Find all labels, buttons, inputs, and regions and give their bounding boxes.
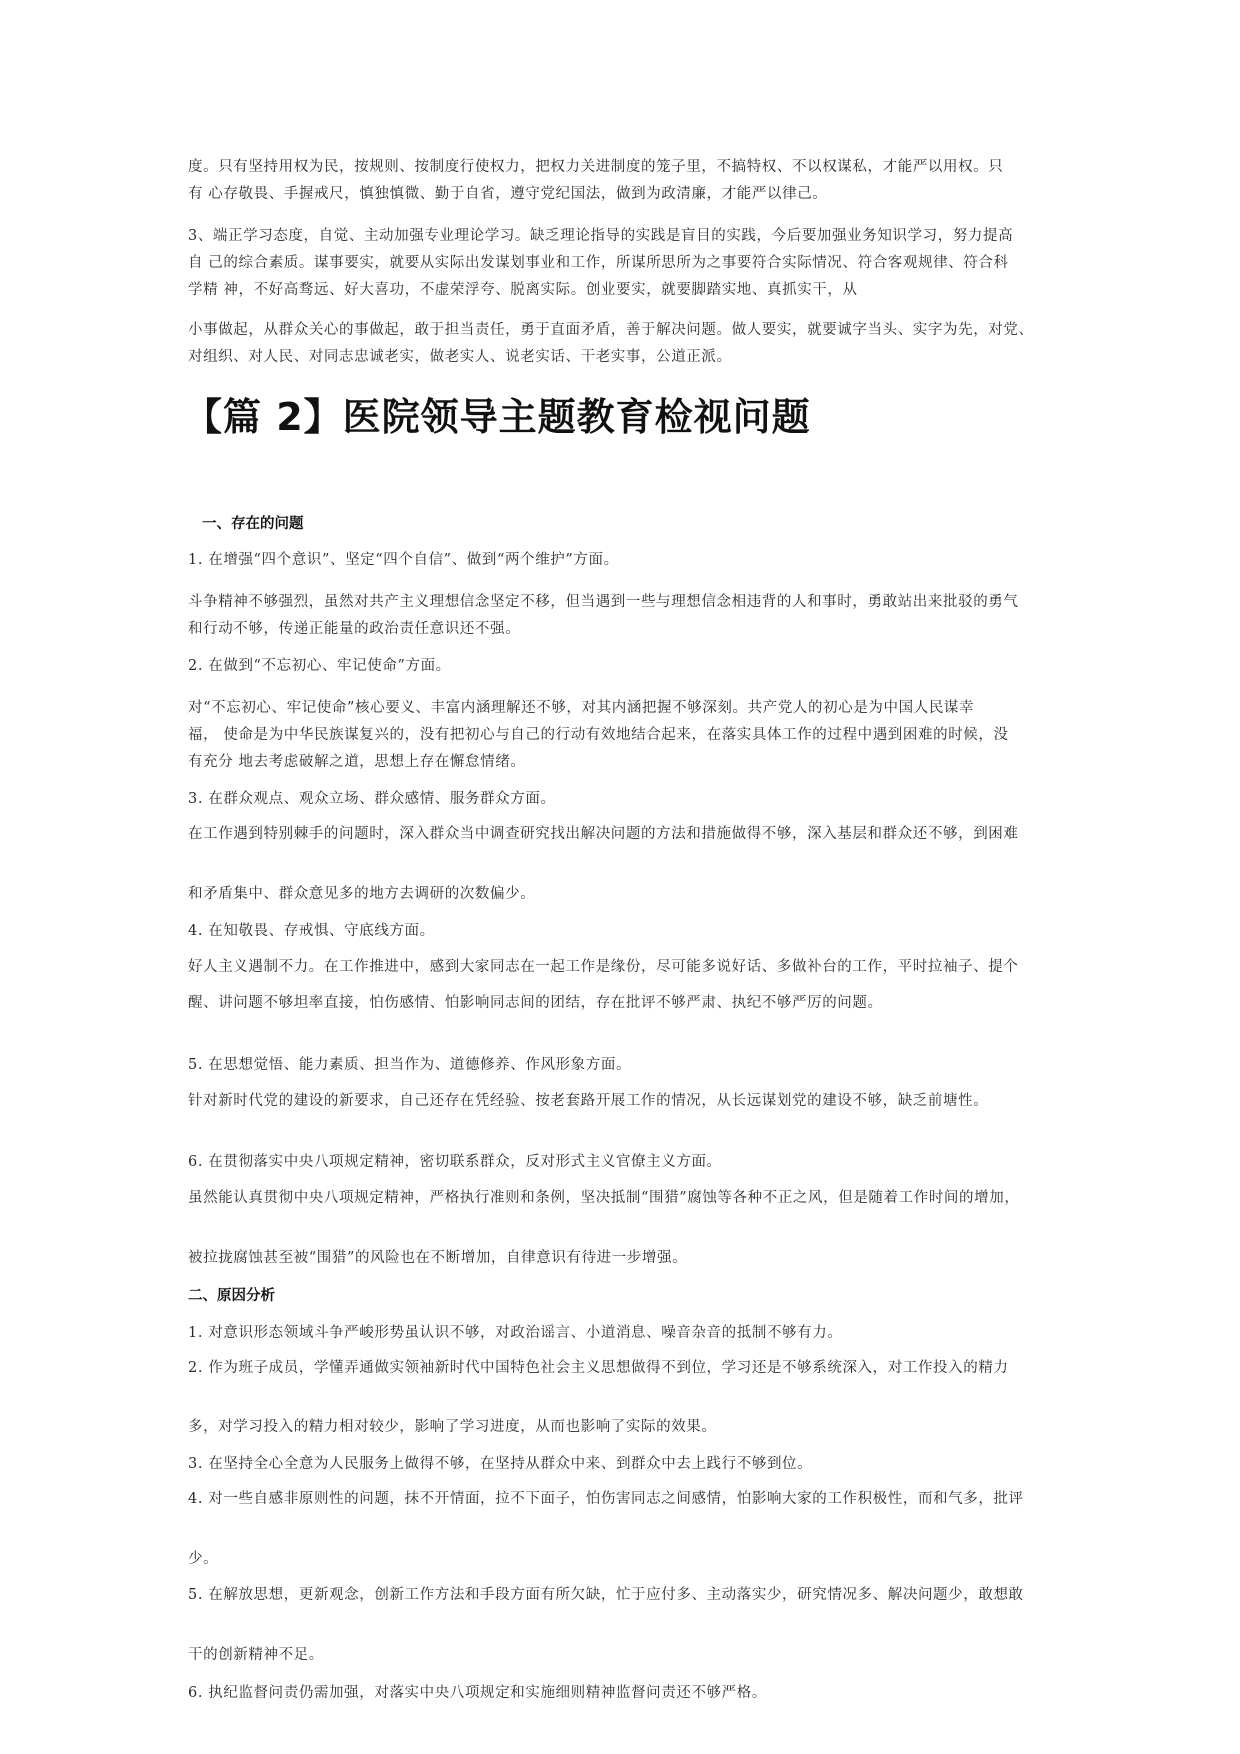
problem-item-4-heading: 4. 在知敬畏、存戒惧、守底线方面。 xyxy=(188,923,435,939)
problem-item-6-body-line-1: 虽然能认真贯彻中央八项规定精神，严格执行准则和条例，坚决抵制“围猎”腐蚀等各种不正之风，但是随着工作时间的增加， xyxy=(188,1190,1020,1206)
problem-item-4-body-line-2: 醒、讲问题不够坦率直接，怕伤感情、怕影响同志间的团结，存在批评不够严肃、执纪不够严厉的问题。 xyxy=(188,995,883,1011)
cause-item-2-line-1: 2. 作为班子成员，学懂弄通做实领袖新时代中国特色社会主义思想做得不到位，学习还是不够系统深入，对工作投入的精力 xyxy=(188,1360,1009,1376)
cause-item-5-line-2: 干的创新精神不足。 xyxy=(188,1647,324,1663)
cause-item-2-line-2: 多，对学习投入的精力相对较少，影响了学习进度，从而也影响了实际的效果。 xyxy=(188,1419,717,1435)
text-line: 自 己的综合素质。谋事要实，就要从实际出发谋划事业和工作，所谋所思所为之事要符合实际情况、符合客观规律、符合科 xyxy=(188,255,1009,271)
problem-item-2-heading: 2. 在做到“不忘初心、牢记使命”方面。 xyxy=(188,658,451,674)
text-line: 福， 使命是为中华民族谋复兴的，没有把初心与自己的行动有效地结合起来，在落实具体工作的过程中遇到困难的时候，没 xyxy=(188,727,1009,743)
text-line: 学精 神，不好高骛远、好大喜功，不虚荣浮夸、脱离实际。创业要实，就要脚踏实地、真抓实干，从 xyxy=(188,282,858,298)
problem-item-2-body xyxy=(188,695,1054,776)
text-line: 和行动不够，传递正能量的政治责任意识还不强。 xyxy=(188,621,521,637)
cause-item-1: 1. 对意识形态领域斗争严峻形势虽认识不够，对政治谣言、小道消息、噪音杂音的抵制不够有力。 xyxy=(188,1325,843,1341)
text-line: 对“不忘初心、牢记使命”核心要义、丰富内涵理解还不够，对其内涵把握不够深刻。共产党人的初心是为中国人民谋幸 xyxy=(188,700,975,716)
problem-item-1-heading: 1. 在增强“四个意识”、坚定“四个自信”、做到“两个维护”方面。 xyxy=(188,552,619,568)
problem-item-6-heading: 6. 在贯彻落实中央八项规定精神，密切联系群众，反对形式主义官僚主义方面。 xyxy=(188,1154,722,1170)
text-line: 度。只有坚持用权为民，按规则、按制度行使权力，把权力关进制度的笼子里，不搞特权、不以权谋私，才能严以用权。只 xyxy=(188,159,1004,175)
section-heading-problems: 一、存在的问题 xyxy=(202,516,304,532)
cause-item-6: 6. 执纪监督问责仍需加强，对落实中央八项规定和实施细则精神监督问责还不够严格。 xyxy=(188,1685,767,1701)
intro-paragraph-2 xyxy=(188,223,1054,304)
problem-item-4-body-line-1: 好人主义遇制不力。在工作推进中，感到大家同志在一起工作是缘份，尽可能多说好话、多做补台的工作，平时拉袖子、提个 xyxy=(188,959,1019,975)
page-title: 【篇 2】医院领导主题教育检视问题 xyxy=(184,395,811,439)
problem-item-3-body-line-1: 在工作遇到特别棘手的问题时，深入群众当中调查研究找出解决问题的方法和措施做得不够，深入基层和群众还不够，到困难 xyxy=(188,826,1019,842)
text-line: 对组织、对人民、对同志忠诚老实，做老实人、说老实话、干老实事，公道正派。 xyxy=(188,349,732,365)
text-line: 有 心存敬畏、手握戒尺，慎独慎微、勤于自省，遵守党纪国法，做到为政清廉，才能严以律己。 xyxy=(188,186,828,202)
text-line: 小事做起，从群众关心的事做起，敢于担当责任，勇于直面矛盾，善于解决问题。做人要实，就要诚字当头、实字为先，对党、 xyxy=(188,322,1034,338)
text-line: 斗争精神不够强烈，虽然对共产主义理想信念坚定不移，但当遇到一些与理想信念相违背的人和事时，勇敢站出来批驳的勇气 xyxy=(188,594,1019,610)
text-line: 3、端正学习态度，自觉、主动加强专业理论学习。缺乏理论指导的实践是盲目的实践，今后要加强业务知识学习，努力提高 xyxy=(188,228,1014,244)
problem-item-3-heading: 3. 在群众观点、观众立场、群众感情、服务群众方面。 xyxy=(188,791,556,807)
intro-paragraph-3 xyxy=(188,317,1054,371)
problem-item-5-heading: 5. 在思想觉悟、能力素质、担当作为、道德修养、作风形象方面。 xyxy=(188,1057,632,1073)
cause-item-3: 3. 在坚持全心全意为人民服务上做得不够，在坚持从群众中来、到群众中去上践行不够到位。 xyxy=(188,1456,813,1472)
problem-item-1-body xyxy=(188,589,1054,643)
intro-paragraph-1 xyxy=(188,154,1054,208)
cause-item-4-line-1: 4. 对一些自感非原则性的问题，抹不开情面，拉不下面子，怕伤害同志之间感情，怕影响大家的工作积极性，而和气多，批评 xyxy=(188,1491,1024,1507)
problem-item-6-body-line-2: 被拉拢腐蚀甚至被“围猎”的风险也在不断增加，自律意识有待进一步增强。 xyxy=(188,1250,688,1266)
cause-item-5-line-1: 5. 在解放思想，更新观念，创新工作方法和手段方面有所欠缺，忙于应付多、主动落实少，研究情况多、解决问题少，敢想敢 xyxy=(188,1587,1024,1603)
section-heading-causes: 二、原因分析 xyxy=(188,1288,275,1304)
text-line: 有充分 地去考虑破解之道，思想上存在懈怠情绪。 xyxy=(188,754,526,770)
cause-item-4-line-2: 少。 xyxy=(188,1551,219,1567)
problem-item-3-body-line-2: 和矛盾集中、群众意见多的地方去调研的次数偏少。 xyxy=(188,886,536,902)
problem-item-5-body: 针对新时代党的建设的新要求，自己还存在凭经验、按老套路开展工作的情况，从长远谋划党的建设不够，缺乏前塘性。 xyxy=(188,1093,989,1109)
